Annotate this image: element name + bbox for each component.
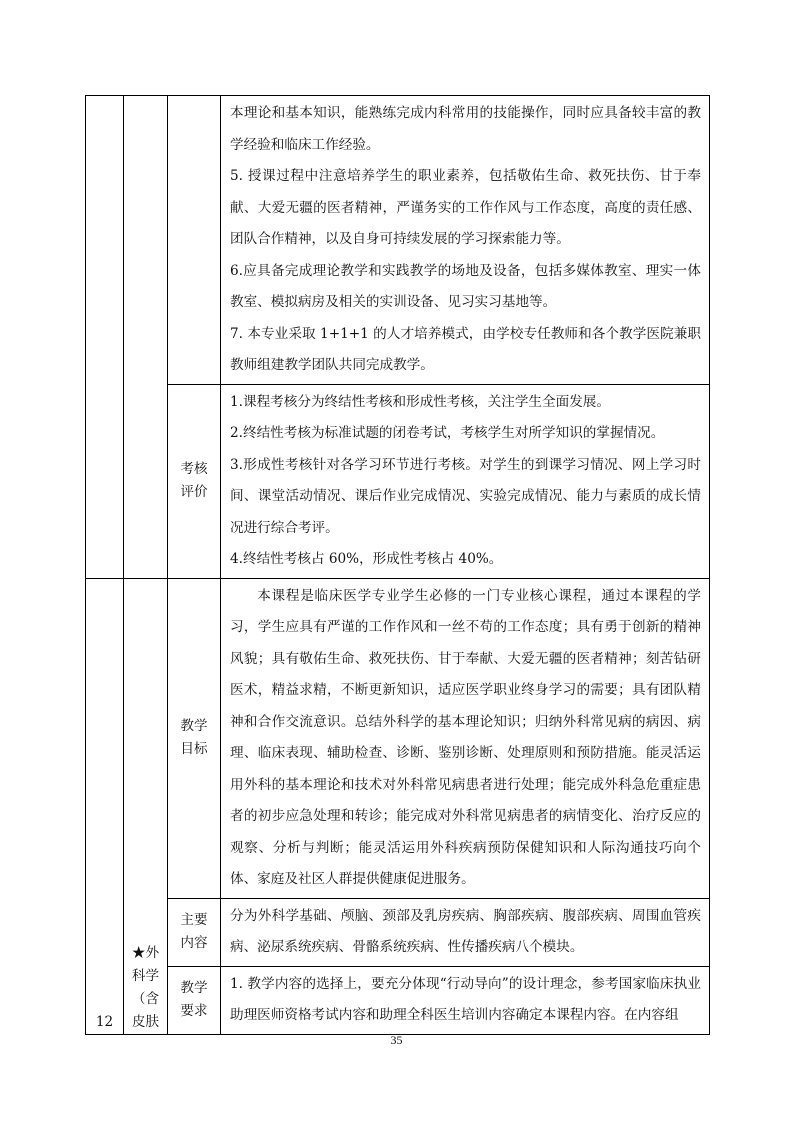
content-paragraph: 分为外科学基础、颅脑、颈部及乳房疾病、胸部疾病、腹部疾病、周围血管疾病、泌尿系统疾病、骨骼系统疾病、性传播疾病八个模块。 xyxy=(230,907,701,955)
requirements-text-cell xyxy=(221,96,710,385)
requirements-label-cell xyxy=(168,96,221,385)
row-number: 12 xyxy=(86,578,124,1034)
page-number: 35 xyxy=(390,1033,403,1047)
table-row xyxy=(86,898,710,966)
content-text-cell xyxy=(221,898,710,966)
assessment-item: 1.课程考核分为终结性考核和形成性考核，关注学生全面发展。 xyxy=(230,393,610,410)
course-name-cell xyxy=(124,96,168,579)
requirements-paragraph: 1. 教学内容的选择上，要充分体现“行动导向”的设计理念，参考国家临床执业助理医师资格考试内容和助理全科医生培训内容确定本课程内容。在内容组 xyxy=(230,975,701,1023)
assessment-text-cell xyxy=(221,384,710,578)
goals-text-cell xyxy=(221,578,710,898)
assessment-item: 4.终结性考核占 60%，形成性考核占 40%。 xyxy=(230,551,503,567)
table-row xyxy=(86,96,710,385)
table-row xyxy=(86,578,710,898)
course-table xyxy=(85,95,710,1035)
goals-paragraph: 本课程是临床医学专业学生必修的一门专业核心课程，通过本课程的学习，学生应具有严谨的工作作风和一丝不苟的工作态度；具有勇于创新的精神风貌；具有敬佑生命、救死扶伤、甘于奉献、大爱无疆的医者精神；刻苦钻研医术，精益求精，不断更新知识，适应医学职业终身学习的需要；具有团队精神和合作交流意识。总结外科学的基本理论知识；归纳外科常见病的病因、病理、临床表现、辅助检查、诊断、鉴别诊断、处理原则和预防措施。能灵活运用外科的基本理论和技术对外科常见病患者进行处理；能完成外科急危重症患者的初步应急处理和转诊；能完成对外科常见病患者的病情变化、治疗反应的观察、分析与判断；能灵活运用外科疾病预防保健知识和人际沟通技巧向个体、家庭及社区人群提供健康促进服务。 xyxy=(230,587,701,887)
assessment-item: 3.形成性考核针对各学习环节进行考核。对学生的到课学习情况、网上学习时间、课堂活动情况、课后作业完成情况、实验完成情况、能力与素质的成长情况进行综合考评。 xyxy=(230,456,701,536)
requirements-paragraph: 6.应具备完成理论教学和实践教学的场地及设备，包括多媒体教室、理实一体教室、模拟病房及相关的实训设备、见习实习基地等。 xyxy=(230,262,701,310)
requirements-paragraph: 本理论和基本知识，能熟练完成内科常用的技能操作，同时应具备较丰富的教学经验和临床工作经验。 xyxy=(230,105,701,153)
table-row xyxy=(86,384,710,578)
table-row xyxy=(86,966,710,1034)
number-cell xyxy=(86,96,124,579)
goals-label: 教学 目标 xyxy=(168,578,221,898)
assessment-label: 考核 评价 xyxy=(168,384,221,578)
content-label: 主要 内容 xyxy=(168,898,221,966)
requirements-paragraph: 5. 授课过程中注意培养学生的职业素养，包括敬佑生命、救死扶伤、甘于奉献、大爱无疆的医者精神，严谨务实的工作作风与工作态度，高度的责任感、团队合作精神，以及自身可持续发展的学习探索能力等。 xyxy=(230,168,701,247)
requirements-paragraph: 7. 本专业采取 1+1+1 的人才培养模式，由学校专任教师和各个教学医院兼职教师组建教学团队共同完成教学。 xyxy=(230,325,701,373)
course-name: ★外 科学 （含 皮肤 xyxy=(124,578,168,1034)
assessment-item: 2.终结性考核为标准试题的闭卷考试，考核学生对所学知识的掌握情况。 xyxy=(230,425,665,441)
requirements-text-cell xyxy=(221,966,710,1034)
requirements-label: 教学 要求 xyxy=(168,966,221,1034)
